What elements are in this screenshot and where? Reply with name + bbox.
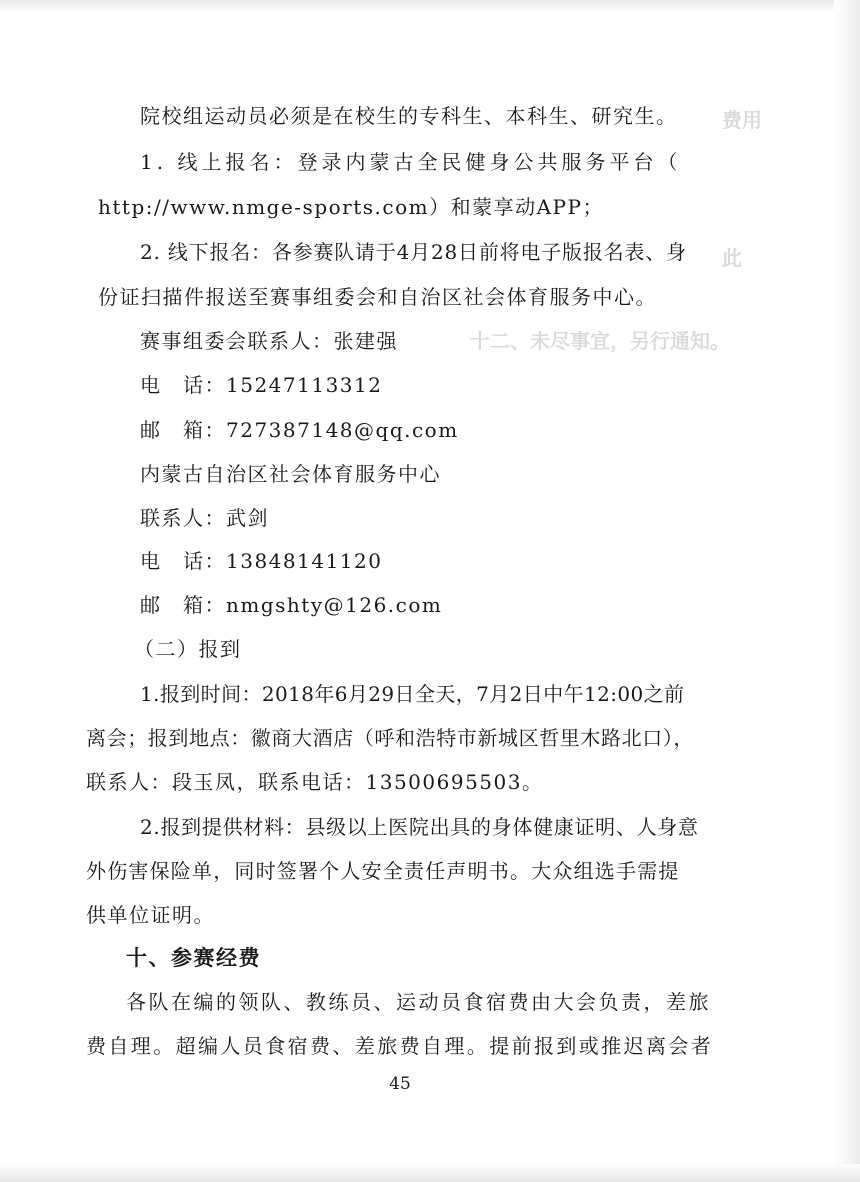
paragraph-line: 1. 线上报名：登录内蒙古全民健身公共服务平台（ [140, 150, 682, 174]
contact-name-line: 赛事组委会联系人：张建强 [140, 329, 398, 353]
contact-name-line: 联系人：武剑 [140, 506, 269, 530]
paragraph-line: 联系人：段玉凤，联系电话：13500695503。 [86, 770, 544, 794]
paragraph-line: 离会；报到地点：徽商大酒店（呼和浩特市新城区哲里木路北口）， [86, 726, 694, 750]
organization-line: 内蒙古自治区社会体育服务中心 [140, 462, 441, 486]
bleed-through-text: 十二、未尽事宜，另行通知。 [470, 329, 730, 353]
contact-phone-line: 电 话：15247113312 [140, 373, 383, 397]
section-heading: 十、参赛经费 [126, 946, 261, 970]
scan-edge-bottom [0, 1164, 860, 1182]
bleed-through-text: 此 [722, 246, 742, 270]
bleed-through-text: 费用 [722, 108, 762, 132]
paragraph-line: 2. 线下报名：各参赛队请于4月28日前将电子版报名表、身 [140, 240, 687, 264]
paragraph-line: 费自理。超编人员食宿费、差旅费自理。提前报到或推迟离会者 [86, 1034, 714, 1058]
page-number: 45 [389, 1074, 411, 1094]
paragraph-line: 院校组运动员必须是在校生的专科生、本科生、研究生。 [140, 104, 678, 128]
scan-edge-right [834, 0, 860, 1182]
paragraph-line: 供单位证明。 [86, 903, 215, 927]
contact-email-line: 邮 箱：727387148@qq.com [140, 418, 459, 442]
paragraph-line: http://www.nmge-sports.com）和蒙享动APP； [98, 195, 604, 219]
paragraph-line: 2.报到提供材料：县级以上医院出具的身体健康证明、人身意 [140, 815, 699, 839]
paragraph-line: 份证扫描件报送至赛事组委会和自治区社会体育服务中心。 [98, 285, 657, 309]
paragraph-line: 1.报到时间：2018年6月29日全天，7月2日中午12:00之前 [140, 682, 685, 706]
paragraph-line: 各队在编的领队、教练员、运动员食宿费由大会负责，差旅 [126, 990, 711, 1014]
scan-edge-top [0, 0, 860, 12]
contact-phone-line: 电 话：13848141120 [140, 549, 383, 573]
paragraph-line: 外伤害保险单，同时签署个人安全责任声明书。大众组选手需提 [86, 859, 680, 883]
contact-email-line: 邮 箱：nmgshty@126.com [140, 593, 443, 617]
section-subheading: （二）报到 [134, 637, 242, 661]
